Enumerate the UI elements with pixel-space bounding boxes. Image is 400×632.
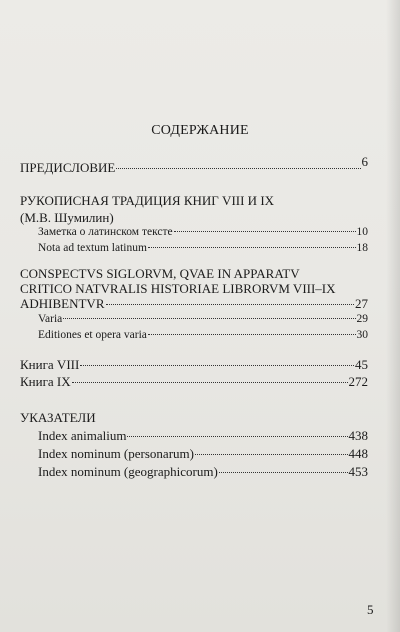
contents-title: СОДЕРЖАНИЕ xyxy=(151,123,249,138)
toc-author: (М.В. Шумилин) xyxy=(20,210,114,225)
page-edge-shadow xyxy=(386,0,400,632)
leader-dots xyxy=(80,364,354,366)
leader-dots xyxy=(195,453,348,455)
toc-page: 30 xyxy=(356,329,368,341)
toc-label: ПРЕДИСЛОВИЕ xyxy=(20,160,116,175)
toc-label: Varia xyxy=(38,313,63,325)
leader-dots xyxy=(116,167,360,169)
leader-dots xyxy=(148,246,356,248)
toc-entry-preface xyxy=(20,154,368,176)
toc-page: 6 xyxy=(361,154,368,169)
toc-entry-adhibentur xyxy=(20,296,368,312)
leader-dots xyxy=(106,303,355,305)
toc-heading-conspectus-2: CRITICO NATVRALIS HISTORIAE LIBRORVM VIII–IX xyxy=(20,281,336,296)
leader-dots xyxy=(219,471,348,473)
toc-page: 10 xyxy=(356,226,368,238)
toc-label: ADHIBENTVR xyxy=(20,296,105,311)
toc-label: Index nominum (personarum) xyxy=(38,446,194,461)
leader-dots xyxy=(72,381,348,383)
toc-label: Книга VIII xyxy=(20,357,80,372)
toc-label: Книга IX xyxy=(20,374,71,389)
toc-label: Заметка о латинском тексте xyxy=(38,226,173,238)
toc-entry-varia xyxy=(38,313,368,325)
toc-entry-book-9 xyxy=(20,374,368,390)
toc-entry-editiones xyxy=(38,329,368,341)
toc-entry-note-ru xyxy=(38,226,368,238)
toc-page: 272 xyxy=(348,374,368,389)
leader-dots xyxy=(127,435,347,437)
toc-heading-conspectus-1: CONSPECTVS SIGLORVM, QVAE IN APPARATV xyxy=(20,266,300,281)
toc-page: 453 xyxy=(348,464,368,479)
toc-entry-index-animalium xyxy=(38,428,368,444)
toc-label: Index nominum (geographicorum) xyxy=(38,464,218,479)
toc-entry-note-la xyxy=(38,242,368,254)
toc-entry-index-personarum xyxy=(38,446,368,462)
toc-heading-indices: УКАЗАТЕЛИ xyxy=(20,410,96,425)
toc-page: 448 xyxy=(348,446,368,461)
toc-entry-book-8 xyxy=(20,357,368,373)
toc-page: 29 xyxy=(356,313,368,325)
page-number: 5 xyxy=(367,602,374,617)
toc-page: 45 xyxy=(355,357,368,372)
toc-heading-tradition: РУКОПИСНАЯ ТРАДИЦИЯ КНИГ VIII И IX xyxy=(20,193,275,208)
leader-dots xyxy=(63,317,355,319)
toc-label: Nota ad textum latinum xyxy=(38,242,147,254)
leader-dots xyxy=(148,333,356,335)
toc-label: Editiones et opera varia xyxy=(38,329,147,341)
toc-page: 27 xyxy=(355,296,368,311)
toc-page: 18 xyxy=(356,242,368,254)
toc-label: Index animalium xyxy=(38,428,127,443)
toc-page: 438 xyxy=(348,428,368,443)
leader-dots xyxy=(174,230,356,232)
toc-entry-index-geographicorum xyxy=(38,464,368,480)
